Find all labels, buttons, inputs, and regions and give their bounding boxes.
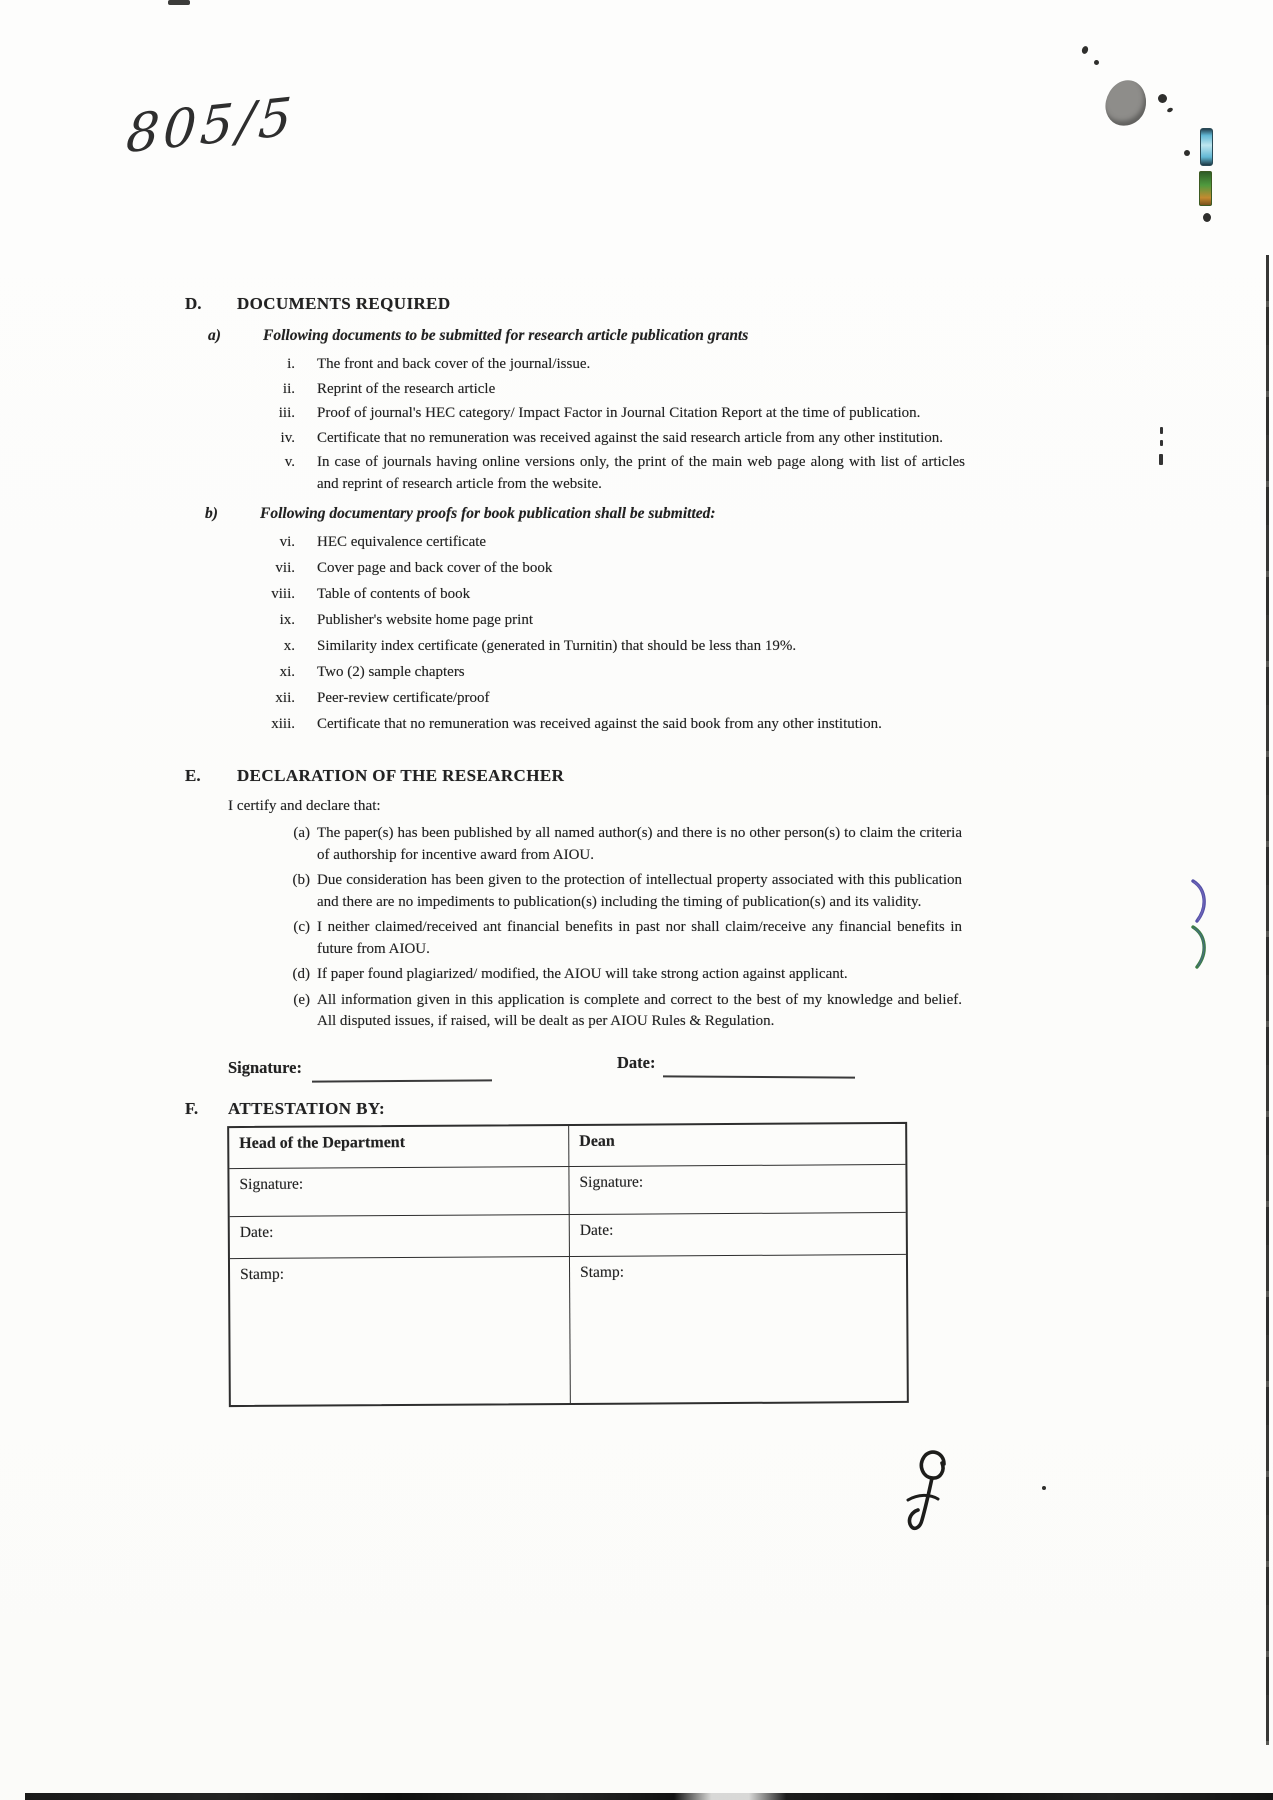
item-number: (d) — [292, 966, 310, 982]
section-e-title: DECLARATION OF THE RESEARCHER — [237, 766, 565, 785]
item-text: If paper found plagiarized/ modified, the AIOU will take strong action against applicant. — [317, 966, 848, 982]
ink-mark — [1160, 440, 1163, 446]
item-number: (c) — [293, 919, 310, 935]
table-header-row — [229, 1124, 905, 1168]
item-number: iii. — [278, 405, 295, 421]
item-number: ix. — [279, 612, 295, 628]
table-cell: Date: — [230, 1215, 570, 1258]
subsection-a-text: Following documents to be submitted for research article publication grants — [263, 327, 749, 344]
item-text: HEC equivalence certificate — [317, 534, 487, 550]
list-item — [185, 714, 1170, 736]
item-number: vii. — [275, 560, 295, 576]
scan-speck — [1203, 213, 1211, 222]
table-header-dean: Dean — [579, 1132, 615, 1150]
item-text: All information given in this application is complete and correct to the best of my knowledge and belief. All disputed issues, if raised, will be dealt as per AIOU Rules & Regulation. — [317, 991, 962, 1029]
item-text: Publisher's website home page print — [317, 612, 533, 628]
item-number: xi. — [279, 664, 295, 680]
item-text: Peer-review certificate/proof — [317, 690, 490, 706]
section-d-label: D. — [185, 294, 202, 313]
item-number: viii. — [271, 586, 295, 602]
item-number: (b) — [292, 872, 310, 888]
item-text: The paper(s) has been published by all named author(s) and there is no other person(s) to claim the criteria of authorship for incentive award from AIOU. — [317, 825, 962, 863]
list-item — [185, 584, 1170, 606]
section-f-label: F. — [185, 1099, 199, 1118]
handwritten-page-ref: 805/5 — [124, 86, 298, 166]
item-number: xii. — [275, 690, 295, 706]
item-text: Certificate that no remuneration was received against the said research article from any other institution. — [317, 429, 944, 446]
subsection-b-heading — [185, 505, 1170, 523]
signature-line — [312, 1079, 492, 1082]
item-text: Certificate that no remuneration was received against the said book from any other institution. — [317, 716, 882, 732]
subsection-a-heading — [185, 327, 1170, 345]
list-item — [185, 870, 1170, 913]
scan-speck — [1094, 60, 1099, 65]
tape-fragment-cyan-icon — [1200, 128, 1213, 166]
scan-blob — [1102, 76, 1151, 129]
item-number: x. — [283, 638, 295, 654]
signature-label: Signature: — [228, 1058, 302, 1077]
book-documents-list — [185, 532, 1170, 736]
list-item — [185, 823, 1170, 866]
list-item — [185, 688, 1170, 710]
table-cell: Signature: — [229, 1167, 569, 1216]
list-item — [185, 558, 1170, 580]
list-item — [185, 403, 1170, 425]
table-cell: Stamp: — [579, 1263, 625, 1281]
item-text: Cover page and back cover of the book — [317, 560, 553, 576]
list-item — [185, 379, 1170, 401]
list-item — [185, 917, 1170, 960]
handwritten-squiggle — [898, 1448, 968, 1543]
section-attestation — [185, 1099, 1170, 1119]
date-line — [663, 1075, 855, 1078]
item-number: vi. — [279, 534, 295, 550]
scan-speck — [1166, 107, 1173, 113]
item-text: Proof of journal's HEC category/ Impact Factor in Journal Citation Report at the time of publication. — [317, 405, 921, 421]
section-f-title: ATTESTATION BY: — [228, 1099, 385, 1118]
list-item — [185, 990, 1170, 1033]
ink-mark — [1160, 427, 1163, 434]
scan-speck — [1042, 1486, 1046, 1490]
subsection-a-label: a) — [208, 327, 221, 344]
item-number: iv. — [280, 429, 295, 446]
ink-mark — [1159, 454, 1163, 465]
list-item — [185, 964, 1170, 986]
item-text: Reprint of the research article — [317, 380, 496, 397]
item-text: Table of contents of book — [317, 586, 471, 602]
table-header-hod: Head of the Department — [229, 1126, 569, 1168]
list-item — [185, 452, 1170, 495]
subsection-b-label: b) — [205, 505, 218, 522]
table-cell: Stamp: — [230, 1257, 571, 1405]
list-item — [185, 532, 1170, 554]
item-text: I neither claimed/received ant financial benefits in past nor shall claim/receive any financial benefits in future from AIOU. — [317, 919, 962, 957]
scan-bottom-bar — [25, 1793, 1273, 1800]
pen-mark-bracket-icon — [1188, 924, 1214, 970]
list-item — [185, 610, 1170, 632]
pen-mark-bracket-icon — [1188, 878, 1214, 924]
table-row-stamp — [230, 1254, 907, 1405]
table-row-date — [230, 1212, 906, 1258]
item-number: i. — [287, 356, 295, 372]
section-declaration — [185, 766, 1170, 1037]
tape-fragment-green-icon — [1199, 171, 1212, 206]
scan-speck — [1081, 45, 1089, 55]
item-text: Similarity index certificate (generated in Turnitin) that should be less than 19%. — [317, 638, 797, 654]
table-cell: Signature: — [579, 1173, 644, 1191]
item-number: v. — [284, 454, 295, 470]
item-number: xiii. — [271, 716, 295, 732]
declaration-list — [185, 823, 1170, 1033]
scan-speck — [1158, 94, 1167, 103]
item-text: In case of journals having online versions only, the print of the main web page along with list of articles and reprint of research article from the website. — [317, 454, 965, 492]
section-e-label: E. — [185, 766, 201, 785]
attestation-table — [227, 1122, 909, 1407]
section-d-title: DOCUMENTS REQUIRED — [237, 294, 451, 313]
item-text: Due consideration has been given to the protection of intellectual property associated with this publication and there are no impediments to publication(s) including the timing of publication(s) and its validity. — [317, 872, 962, 910]
item-text: Two (2) sample chapters — [317, 664, 465, 680]
section-documents-required — [185, 294, 1170, 740]
item-text: The front and back cover of the journal/issue. — [317, 356, 591, 372]
list-item — [185, 428, 1170, 450]
scan-edge-mark — [168, 0, 190, 5]
list-item — [185, 636, 1170, 658]
scan-speck — [1184, 150, 1190, 156]
subsection-b-text: Following documentary proofs for book publication shall be submitted: — [260, 505, 716, 522]
list-item — [185, 662, 1170, 684]
item-number: (a) — [293, 825, 310, 841]
item-number: ii. — [282, 380, 295, 397]
table-cell: Date: — [579, 1221, 614, 1239]
declaration-intro: I certify and declare that: — [228, 797, 381, 814]
date-label: Date: — [617, 1053, 656, 1072]
item-number: (e) — [293, 991, 310, 1008]
scan-edge-line — [1266, 255, 1269, 1745]
article-documents-list — [185, 354, 1170, 495]
list-item — [185, 354, 1170, 376]
table-row-signature — [229, 1164, 905, 1216]
